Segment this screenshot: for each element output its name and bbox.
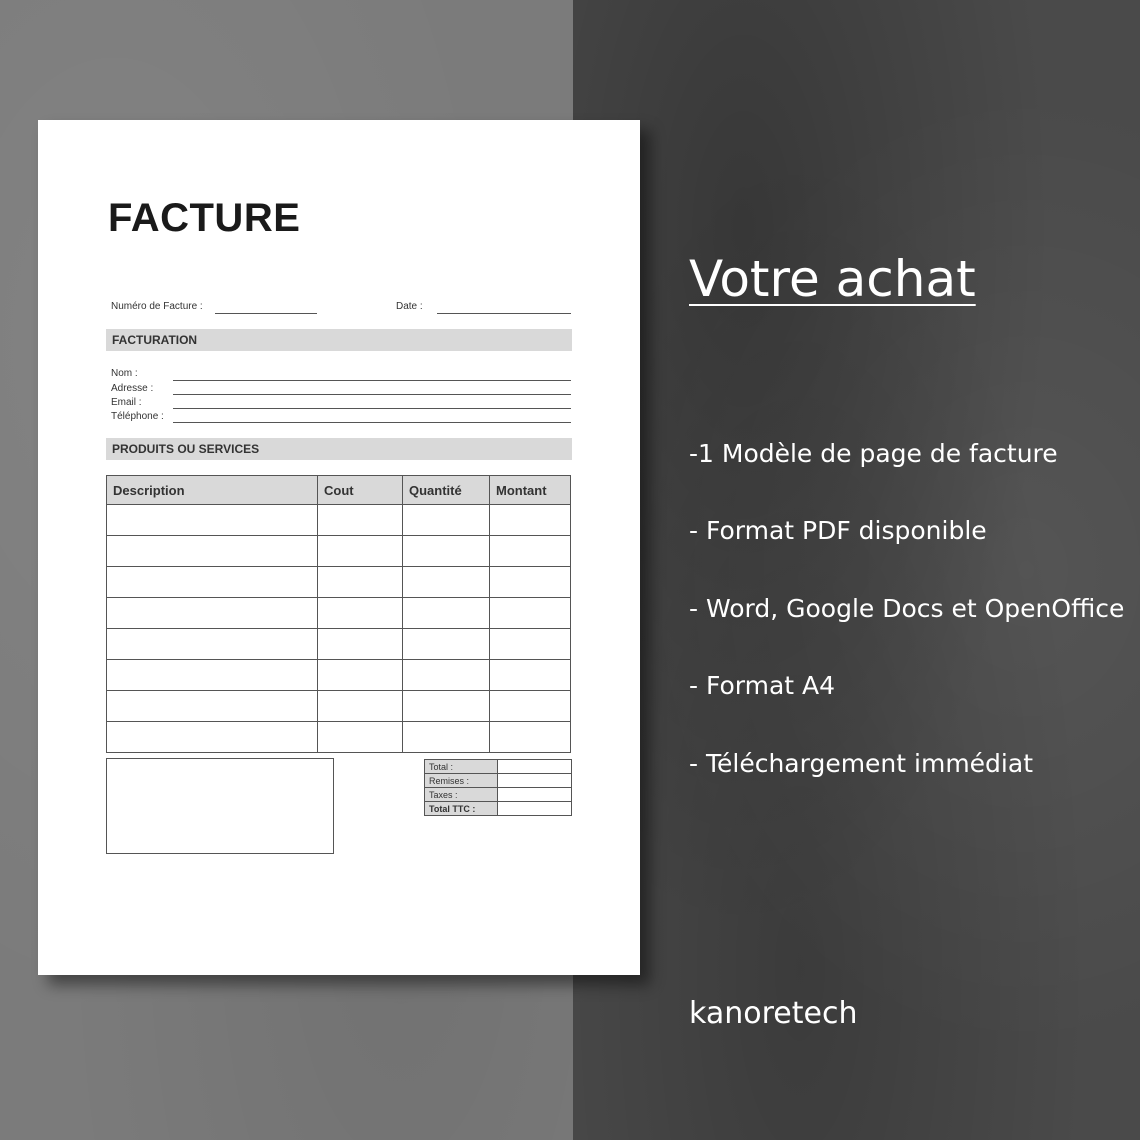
table-cell [490, 536, 571, 567]
feature-item: - Word, Google Docs et OpenOffice [689, 594, 1125, 623]
taxes-value-cell [498, 788, 572, 802]
billing-line [173, 380, 571, 381]
total-ttc-value-cell [498, 802, 572, 816]
table-row [107, 691, 571, 722]
table-cell [490, 691, 571, 722]
discounts-value-cell [498, 774, 572, 788]
items-header-row [107, 476, 571, 505]
table-cell [490, 567, 571, 598]
table-row [107, 629, 571, 660]
table-cell [403, 691, 490, 722]
table-cell [318, 722, 403, 753]
table-row [107, 536, 571, 567]
table-cell [490, 598, 571, 629]
total-value-cell [498, 760, 572, 774]
table-cell [318, 629, 403, 660]
table-cell [403, 536, 490, 567]
table-row [107, 722, 571, 753]
table-cell [403, 660, 490, 691]
background-right [573, 0, 1140, 1140]
table-cell [318, 598, 403, 629]
table-cell [318, 505, 403, 536]
notes-box [106, 758, 334, 854]
header-quantity: Quantité [403, 476, 490, 505]
table-row [107, 505, 571, 536]
invoice-title: FACTURE [108, 196, 301, 240]
total-label: Total : [425, 760, 498, 774]
table-cell [107, 691, 318, 722]
total-ttc-label: Total TTC : [425, 802, 498, 816]
header-amount: Montant [490, 476, 571, 505]
brand-name: kanoretech [689, 996, 858, 1031]
totals-row [425, 760, 572, 774]
table-cell [318, 567, 403, 598]
table-cell [490, 722, 571, 753]
feature-item: - Format PDF disponible [689, 516, 987, 545]
promo-heading: Votre achat [689, 250, 976, 308]
billing-line [173, 422, 571, 423]
products-band [106, 438, 572, 460]
discounts-label: Remises : [425, 774, 498, 788]
feature-item: -1 Modèle de page de facture [689, 439, 1058, 468]
billing-band [106, 329, 572, 351]
table-cell [490, 629, 571, 660]
billing-section-title: FACTURATION [112, 333, 198, 347]
table-cell [403, 629, 490, 660]
header-description: Description [107, 476, 318, 505]
table-row [107, 598, 571, 629]
products-section-title: PRODUITS OU SERVICES [112, 442, 260, 456]
table-cell [318, 660, 403, 691]
table-cell [107, 505, 318, 536]
invoice-sheet [38, 120, 640, 975]
table-cell [318, 536, 403, 567]
billing-field-phone: Téléphone : [111, 411, 164, 422]
date-line [437, 313, 571, 314]
totals-row [425, 774, 572, 788]
feature-item: - Format A4 [689, 671, 836, 700]
table-row [107, 660, 571, 691]
date-label: Date : [396, 301, 423, 312]
table-cell [403, 722, 490, 753]
table-cell [107, 660, 318, 691]
header-cost: Cout [318, 476, 403, 505]
totals-row [425, 802, 572, 816]
table-cell [490, 660, 571, 691]
billing-field-email: Email : [111, 397, 142, 408]
table-row [107, 567, 571, 598]
feature-item: - Téléchargement immédiat [689, 749, 1033, 778]
table-cell [318, 691, 403, 722]
totals-row [425, 788, 572, 802]
table-cell [490, 505, 571, 536]
items-table [106, 475, 571, 753]
items-body [107, 505, 571, 753]
billing-field-name: Nom : [111, 368, 138, 379]
invoice-number-line [215, 313, 317, 314]
billing-line [173, 394, 571, 395]
billing-line [173, 408, 571, 409]
totals-table [424, 759, 572, 816]
table-cell [107, 598, 318, 629]
billing-field-address: Adresse : [111, 383, 154, 394]
table-cell [403, 567, 490, 598]
table-cell [107, 629, 318, 660]
table-cell [107, 567, 318, 598]
table-cell [107, 536, 318, 567]
table-cell [107, 722, 318, 753]
table-cell [403, 505, 490, 536]
taxes-label: Taxes : [425, 788, 498, 802]
invoice-number-label: Numéro de Facture : [111, 301, 203, 312]
table-cell [403, 598, 490, 629]
